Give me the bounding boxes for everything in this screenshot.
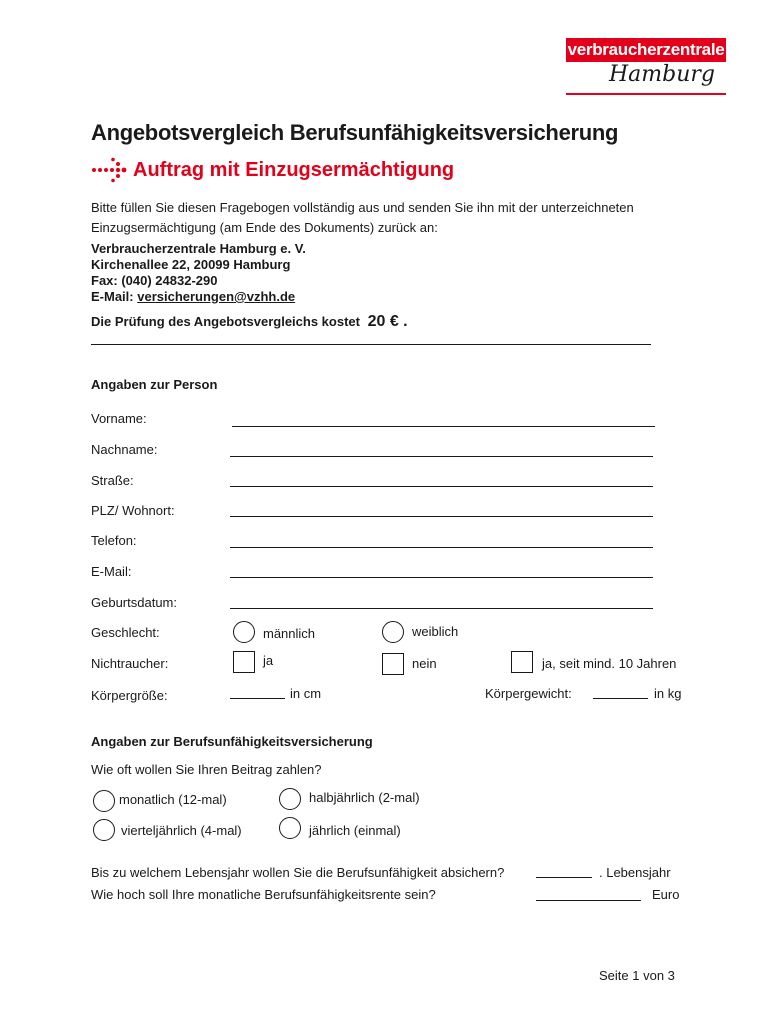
option-vierteljaehrlich: vierteljährlich (4-mal) (121, 823, 242, 838)
koerpergroesse-field[interactable] (230, 698, 285, 699)
telefon-label: Telefon: (91, 533, 137, 548)
address-street: Kirchenallee 22, 20099 Hamburg (91, 257, 291, 272)
address-fax: Fax: (040) 24832-290 (91, 273, 218, 288)
section-title-person: Angaben zur Person (91, 377, 218, 392)
vorname-label: Vorname: (91, 411, 147, 426)
intro-line-2: Einzugsermächtigung (am Ende des Dokuments) zurück an: (91, 220, 438, 235)
rente-field[interactable] (536, 900, 641, 901)
checkbox-ja[interactable] (233, 651, 255, 673)
option-jaehrlich: jährlich (einmal) (309, 823, 401, 838)
radio-maennlich[interactable] (233, 621, 255, 643)
option-weiblich: weiblich (412, 624, 459, 639)
option-maennlich: männlich (263, 626, 316, 641)
section-title-bu: Angaben zur Berufsunfähigkeitsversicherung (91, 734, 373, 749)
geschlecht-label: Geschlecht: (91, 625, 160, 640)
section-divider (91, 344, 651, 345)
nichtraucher-label: Nichtraucher: (91, 656, 169, 671)
option-halbjaehrlich: halbjährlich (2-mal) (309, 790, 420, 805)
koerpergroesse-unit: in cm (290, 686, 322, 701)
strasse-label: Straße: (91, 473, 134, 488)
koerpergewicht-field[interactable] (593, 698, 648, 699)
email-link[interactable]: versicherungen@vzhh.de (137, 289, 296, 304)
region-logo-script: Hamburg (608, 62, 715, 87)
plz-field[interactable] (230, 516, 653, 517)
address-block (91, 241, 306, 305)
nachname-label: Nachname: (91, 442, 158, 457)
intro-text (91, 198, 691, 238)
logo-divider (566, 93, 726, 95)
geburtsdatum-field[interactable] (230, 608, 653, 609)
option-nein: nein (412, 656, 437, 671)
dotted-arrow-icon (91, 157, 129, 183)
price-amount: 20 € . (367, 313, 408, 330)
brand-logo: verbraucherzentrale (566, 38, 726, 62)
radio-monatlich[interactable] (93, 790, 115, 812)
checkbox-nein[interactable] (382, 653, 404, 675)
strasse-field[interactable] (230, 486, 653, 487)
koerpergewicht-label: Körpergewicht: (485, 686, 572, 701)
age-question: Bis zu welchem Lebensjahr wollen Sie die Berufsunfähigkeit absichern? (91, 865, 505, 880)
price-note (91, 313, 408, 331)
radio-weiblich[interactable] (382, 621, 404, 643)
vorname-field[interactable] (232, 426, 655, 427)
address-org: Verbraucherzentrale Hamburg e. V. (91, 241, 306, 256)
intro-line-1: Bitte füllen Sie diesen Fragebogen vollständig aus und senden Sie ihn mit der unterzeichneten (91, 200, 634, 215)
radio-jaehrlich[interactable] (279, 817, 301, 839)
email-field-label: E-Mail: (91, 564, 132, 579)
lebensjahr-field[interactable] (536, 877, 592, 878)
koerpergewicht-unit: in kg (654, 686, 682, 701)
page-subtitle: Auftrag mit Einzugsermächtigung (133, 158, 455, 181)
price-text: Die Prüfung des Angebotsvergleichs kostet (91, 314, 360, 329)
koerpergroesse-label: Körpergröße: (91, 688, 168, 703)
rente-unit: Euro (652, 887, 680, 902)
option-ja-10-jahre: ja, seit mind. 10 Jahren (542, 656, 677, 671)
geburtsdatum-label: Geburtsdatum: (91, 595, 177, 610)
page-title: Angebotsvergleich Berufsunfähigkeitsversicherung (91, 120, 619, 145)
subtitle-row (91, 156, 454, 184)
option-ja: ja (263, 653, 274, 668)
email-field[interactable] (230, 577, 653, 578)
checkbox-ja-10-jahre[interactable] (511, 651, 533, 673)
radio-halbjaehrlich[interactable] (279, 788, 301, 810)
page-number: Seite 1 von 3 (599, 968, 675, 983)
email-label: E-Mail: (91, 289, 138, 304)
plz-label: PLZ/ Wohnort: (91, 503, 175, 518)
address-email-row (91, 289, 306, 305)
lebensjahr-unit: . Lebensjahr (599, 865, 671, 880)
payment-question: Wie oft wollen Sie Ihren Beitrag zahlen? (91, 762, 322, 777)
telefon-field[interactable] (230, 547, 653, 548)
radio-vierteljaehrlich[interactable] (93, 819, 115, 841)
pension-question: Wie hoch soll Ihre monatliche Berufsunfähigkeitsrente sein? (91, 887, 436, 902)
option-monatlich: monatlich (12-mal) (119, 792, 227, 807)
nachname-field[interactable] (230, 456, 653, 457)
